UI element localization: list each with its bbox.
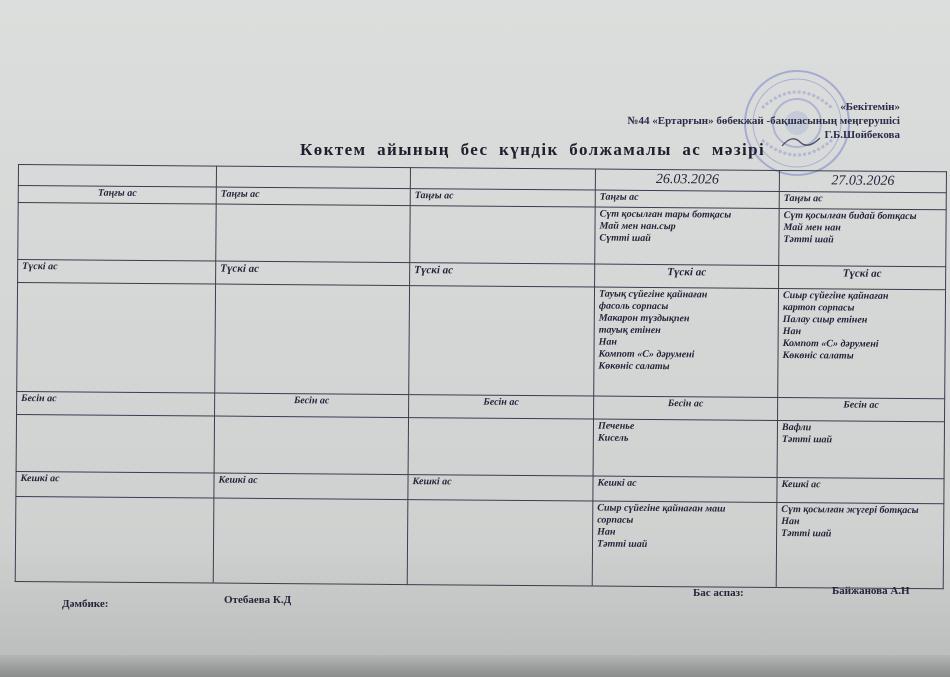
date-cell (410, 168, 595, 191)
menu-cell (213, 498, 408, 584)
menu-item: Макарон түздықпен (598, 312, 690, 324)
menu-item: Сүтті шай (599, 232, 651, 245)
menu-item: фасоль сорпасы (598, 300, 669, 312)
menu-item: Сүт қосылған бидай ботқасы (783, 210, 917, 223)
meal-label: Бесін ас (17, 392, 215, 416)
approval-signature: Г.Б.Шойбекова (824, 129, 900, 141)
menu-cell (776, 503, 944, 589)
nurse-label: Дәмбике: (62, 598, 109, 610)
meal-label: Таңғы ас (216, 188, 410, 206)
menu-item: Вафли (781, 421, 812, 433)
menu-item: Тауық сүйегіне қайнаған (598, 288, 708, 300)
meal-label: Таңғы ас (18, 186, 216, 204)
menu-item: Тәтті шай (781, 528, 832, 540)
meal-label: Кешкі ас (408, 475, 593, 501)
meal-label: Таңғы ас (779, 192, 946, 210)
menu-item: Май мен нан.сыр (599, 220, 676, 233)
menu-cell (595, 207, 779, 265)
meal-items-row (18, 203, 946, 267)
approval-organization: №44 «Ертарғын» бөбекжай -бақшасының меңгерушісі (627, 115, 900, 127)
meal-items-row (16, 414, 944, 479)
meal-label: Түскі ас (779, 265, 946, 289)
menu-item: Компот «С» дәрумені (782, 337, 879, 350)
meal-label: Түскі ас (216, 261, 410, 285)
menu-item: Нан (782, 325, 802, 337)
meal-label: Таңғы ас (595, 191, 779, 209)
menu-cell (594, 287, 779, 398)
menu-cell (16, 414, 214, 473)
meal-items-row (17, 282, 946, 399)
meal-label: Кешкі ас (593, 476, 777, 502)
nurse-name: Отебаева К.Д (224, 594, 292, 606)
menu-cell (409, 285, 595, 396)
meal-label: Бесін ас (778, 398, 945, 422)
menu-item: Нан (598, 336, 618, 348)
menu-item: Печенье (597, 420, 635, 432)
menu-cell (779, 209, 946, 267)
menu-cell (777, 420, 944, 479)
approval-header: «Бекітемін» (840, 101, 900, 113)
menu-cell (18, 203, 216, 261)
menu-cell (17, 282, 216, 393)
date-cell: 27.03.2026 (779, 170, 946, 193)
meal-label: Бесін ас (594, 396, 778, 420)
menu-item: Тәтті шай (783, 234, 834, 246)
menu-cell (410, 206, 595, 264)
meal-label: Бесін ас (409, 395, 594, 419)
table-surface-shadow (0, 655, 950, 677)
date-cell (216, 166, 410, 189)
menu-item: Нан (781, 516, 800, 528)
meal-label: Кешкі ас (214, 473, 408, 499)
meal-label: Түскі ас (410, 262, 595, 286)
meal-label: Бесін ас (215, 393, 409, 417)
menu-cell (593, 419, 777, 478)
menu-cell (215, 284, 410, 395)
date-cell (18, 165, 216, 188)
meal-label: Түскі ас (595, 264, 779, 288)
menu-item: картоп сорпасы (782, 301, 855, 314)
cook-label: Бас аспаз: (693, 587, 744, 599)
menu-table (15, 164, 947, 589)
menu-item: Компот «С» дәрумені (598, 348, 695, 360)
menu-item: Май мен нан (783, 222, 841, 234)
meal-label: Кешкі ас (777, 478, 944, 504)
menu-item: Сүт қосылған тары ботқасы (599, 208, 732, 222)
menu-item: Сиыр сүйегіне қайнаған (782, 289, 889, 302)
menu-cell (214, 416, 408, 475)
menu-cell (408, 417, 593, 476)
meal-label: Таңғы ас (410, 189, 595, 207)
menu-cell (216, 204, 410, 262)
meal-label: Түскі ас (18, 259, 216, 283)
menu-cell (778, 288, 946, 399)
menu-item: Нан (597, 526, 616, 538)
meal-items-row (15, 497, 944, 589)
menu-cell (592, 501, 777, 587)
date-cell: 26.03.2026 (595, 169, 779, 192)
menu-item: Сүт қосылған жүгері ботқасы (781, 504, 919, 517)
menu-cell (407, 500, 593, 586)
meal-label: Кешкі ас (16, 472, 214, 498)
menu-item: Кисель (597, 432, 629, 444)
menu-item: Көкөніс салаты (782, 349, 854, 362)
menu-item: тауық етінен (598, 324, 661, 336)
page-title: Көктем айының бес күндік болжамалы ас мәзірі (300, 140, 766, 159)
menu-cell (15, 497, 214, 583)
menu-item: сорпасы (597, 514, 634, 527)
menu-item: Тәтті шай (596, 538, 648, 551)
menu-item: Тәтті шай (781, 433, 833, 446)
menu-item: Сиыр сүйегіне қайнаған маш (597, 502, 726, 515)
menu-item: Көкөніс салаты (598, 360, 670, 372)
cook-name: Байжанова А.Н (832, 585, 910, 597)
menu-item: Палау сиыр етінен (782, 313, 868, 326)
